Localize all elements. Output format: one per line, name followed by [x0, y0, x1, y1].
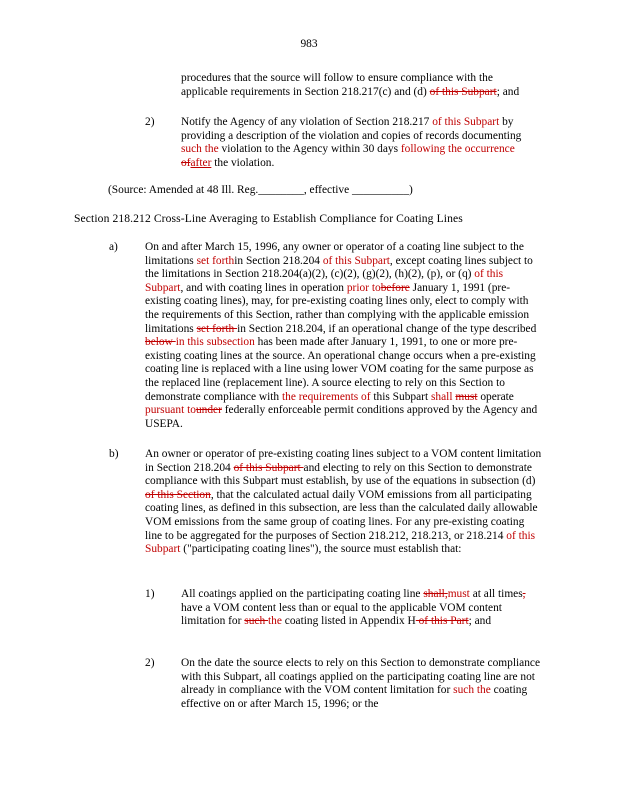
text-run: this Subpart — [370, 390, 431, 403]
text-run: violation to the Agency within 30 days — [218, 143, 401, 156]
text-run: , and with coating lines in operation — [180, 281, 347, 294]
deleted-text: under — [195, 404, 222, 417]
text-run: ("participating coating lines"), the source must establish that: — [180, 543, 462, 556]
text-run: have a VOM content less than or equal to the applicable VOM content limitation for — [181, 601, 502, 628]
text-run: coating listed in Appendix H — [281, 615, 416, 628]
paragraph-a-label: a) — [109, 241, 118, 253]
text-run: coating effective on or after March 15, 1996; or the — [181, 684, 528, 710]
source-note: (Source: Amended at 48 Ill. Reg.________, effective __________) — [108, 184, 413, 196]
text-run: by providing a description of the violation and copies of records documenting — [181, 116, 522, 142]
continued-paragraph — [181, 72, 541, 99]
text-run: ; and — [496, 85, 520, 98]
inserted-text: prior to — [346, 281, 381, 294]
subitem-2-label: 2) — [145, 657, 155, 669]
item-2-number: 2) — [145, 116, 155, 128]
deleted-text: below — [145, 336, 176, 349]
deleted-text: of this Section — [145, 488, 211, 501]
inserted-text: shall — [430, 390, 453, 403]
text-run: Notify the Agency of any violation of Section 218.217 — [181, 116, 433, 128]
deleted-text: of — [181, 156, 191, 169]
deleted-text: shall — [423, 588, 445, 600]
text-run: at all times — [469, 588, 523, 600]
text-run: the violation. — [211, 156, 275, 169]
deleted-text: of this Subpart — [429, 85, 497, 98]
inserted-text: the requirements of — [281, 390, 371, 403]
text-run: On and after March 15, 1996, any owner or operator of a coating line subject to the limitations — [145, 241, 524, 267]
page-number: 983 — [300, 38, 318, 50]
paragraph-b-label: b) — [109, 448, 119, 460]
text-run: , that the calculated actual daily VOM emissions from all participating coating lines, as defined in this subsection, are less than the calculated daily allowable VOM emissions from the same group of coating lines. For any pre-existing coating line to be aggregated for the purposes of Section 218.212, 218.213, or 218.214 — [145, 488, 538, 542]
text-run: , except coating lines subject to the limitations in Section 218.204(a)(2), (c)(2), (g)(2), (h)(2), (p), or (q) — [145, 254, 533, 281]
text-run: On the date the source elects to rely on this Section to demonstrate compliance with this Subpart, all coatings applied on the participating coating line are not already in compliance with the VOM content limitation for — [181, 657, 541, 697]
text-run: and electing to rely on this Section to demonstrate compliance with this Subpart must establish, by use of the equations in subsection (d) — [145, 461, 536, 488]
inserted-text: must — [447, 588, 470, 600]
text-run: ; and — [468, 615, 492, 628]
text-run: procedures that the source will follow to ensure compliance with the applicable requirements in Section 218.217(c) and (d) — [181, 72, 493, 98]
inserted-text: pursuant to — [145, 404, 196, 417]
text-run: All coatings applied on the participating coating line — [181, 588, 424, 600]
text-run: January 1, 1991 (pre-existing coating lines), may, for pre-existing coating lines only, elect to comply with the requirements of this Section, rather than complying with the applicable emission limitations — [145, 281, 530, 335]
text-run: has been made after January 1, 1991, to one or more pre-existing coating lines at the source. An operational change occurs when a pre-existing coating line is replaced with a line using lower VOM coating for the same purpose as the replaced line (replacement line). A source electing to rely on this Section to demonstrate compliance with — [145, 336, 536, 403]
text-run: federally enforceable permit conditions approved by the Agency and USEPA. — [145, 404, 538, 430]
deleted-text: must — [455, 390, 478, 403]
inserted-text: after — [190, 156, 212, 169]
deleted-text: such — [244, 615, 269, 628]
deleted-text: of this Part — [415, 615, 469, 628]
inserted-text: such the — [453, 684, 491, 697]
inserted-text: in this subsection — [175, 336, 255, 349]
subitem-1-label: 1) — [145, 588, 155, 600]
deleted-text: , — [444, 588, 448, 600]
inserted-text: set forth — [196, 254, 235, 267]
text-run: operate — [477, 390, 514, 403]
item-2-text — [181, 116, 541, 170]
inserted-text: of this Subpart — [432, 116, 500, 128]
text-run: in Section 218.204 — [234, 254, 323, 267]
deleted-text: of this Subpart — [233, 461, 304, 474]
paragraph-b-text — [145, 448, 543, 557]
text-run: An owner or operator of pre-existing coating lines subject to a VOM content limitation in Section 218.204 — [145, 448, 542, 474]
inserted-text: the — [268, 615, 282, 628]
inserted-text: of this Subpart — [145, 268, 504, 294]
text-run: in Section 218.204, if an operational change of the type described — [237, 322, 537, 335]
deleted-text: before — [380, 281, 410, 294]
inserted-text: of this Subpart — [322, 254, 390, 267]
deleted-text: , — [522, 588, 526, 600]
subitem-1-text — [181, 588, 541, 629]
inserted-text: of this Subpart — [145, 529, 536, 556]
section-heading: Section 218.212 Cross-Line Averaging to Establish Compliance for Coating Lines — [74, 212, 463, 225]
inserted-text: such the — [181, 143, 219, 156]
inserted-text: following the occurrence — [400, 143, 515, 156]
paragraph-a-text — [145, 241, 543, 431]
subitem-2-text — [181, 657, 541, 711]
deleted-text: set forth — [196, 322, 238, 335]
